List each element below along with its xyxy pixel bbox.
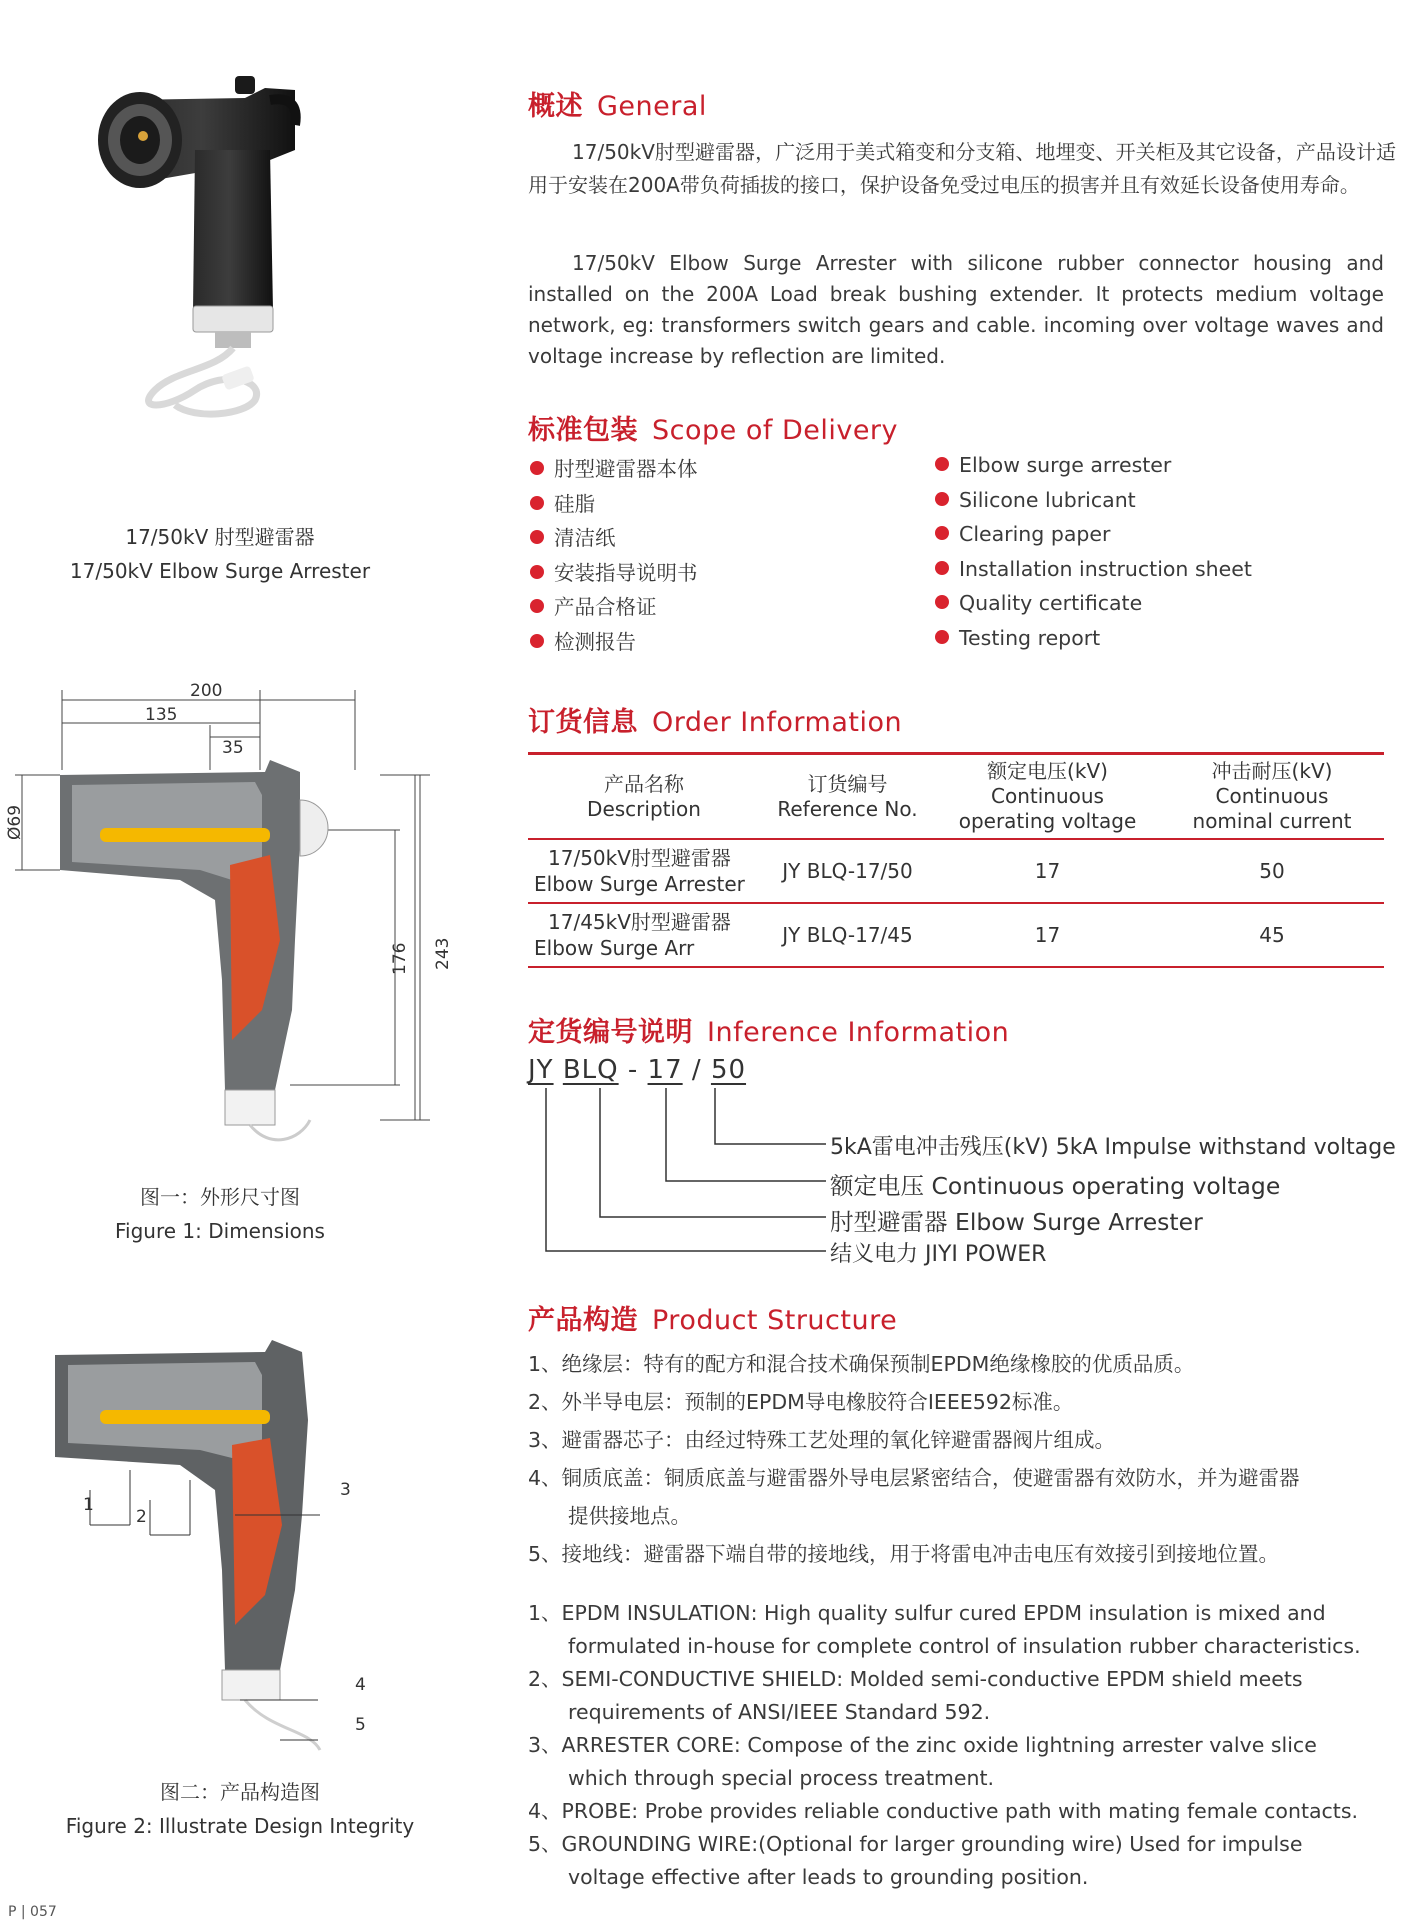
table-row	[528, 903, 1384, 967]
inference-title	[528, 1010, 1009, 1049]
code-sep-slash: /	[691, 1055, 702, 1085]
list-item: 3、ARRESTER CORE: Compose of the zinc oxide lightning arrester valve slice which through special process treatment.	[528, 1733, 1317, 1790]
code-part-blq: BLQ	[562, 1055, 619, 1085]
callout-2: 2	[136, 1507, 147, 1527]
product-photo-caption-en: 17/50kV Elbow Surge Arrester	[69, 559, 371, 583]
list-item: 4、PROBE: Probe provides reliable conductive path with mating female contacts.	[528, 1799, 1359, 1823]
table-header-row	[528, 754, 1384, 840]
list-item: 4、铜质底盖：铜质底盖与避雷器外导电层紧密结合，使避雷器有效防水，并为避雷器 提供接地点。	[528, 1466, 1300, 1528]
dim-135: 135	[145, 705, 178, 725]
list-item: 安装指导说明书	[530, 556, 698, 591]
general-title-zh: 概述	[528, 91, 583, 122]
list-item: Elbow surge arrester	[935, 448, 1252, 483]
structure-title-en: Product Structure	[652, 1305, 898, 1336]
figure2-caption-zh: 图二：产品构造图	[160, 1780, 320, 1804]
list-item: 5、接地线：避雷器下端自带的接地线，用于将雷电冲击电压有效接引到接地位置。	[528, 1542, 1280, 1566]
dim-176: 176	[390, 942, 410, 975]
figure1-dimensions	[0, 680, 453, 1160]
list-item: Installation instruction sheet	[935, 552, 1252, 587]
list-item: 产品合格证	[530, 590, 698, 625]
inference-title-en: Inference Information	[707, 1017, 1010, 1048]
list-item: 肘型避雷器本体	[530, 452, 698, 487]
list-item: 硅脂	[530, 487, 698, 522]
figure2-caption-en: Figure 2: Illustrate Design Integrity	[65, 1814, 415, 1838]
cell-voltage: 17	[935, 839, 1160, 903]
col-voltage: 额定电压(kV) Continuous operating voltage	[935, 754, 1160, 840]
list-item: Silicone lubricant	[935, 483, 1252, 518]
order-title-en: Order Information	[652, 707, 903, 738]
order-table	[528, 752, 1384, 968]
general-para-en: 17/50kV Elbow Surge Arrester with silicone rubber connector housing and installed on the 200A Load break bushing extender. It protects medium voltage network, eg: transformers switch gears and cable. incoming over voltage waves and voltage increase by reflection are limited.	[528, 251, 1384, 368]
elbow-arrester-photo	[95, 70, 385, 510]
bullet-icon	[530, 461, 544, 475]
bullet-icon	[935, 457, 949, 471]
bullet-icon	[530, 530, 544, 544]
page-number: P | 057	[8, 1904, 57, 1920]
bullet-icon	[530, 599, 544, 613]
code-sep-dash: -	[627, 1055, 639, 1085]
dim-200: 200	[190, 681, 223, 701]
structure-title	[528, 1298, 897, 1337]
bullet-icon	[530, 496, 544, 510]
inference-line-1: 5kA雷电冲击残压(kV) 5kA Impulse withstand voltage	[830, 1135, 1396, 1160]
dim-243: 243	[433, 937, 453, 970]
list-item: 清洁纸	[530, 521, 698, 556]
list-item: Testing report	[935, 621, 1252, 656]
structure-list-en	[528, 1597, 1398, 1894]
order-title	[528, 700, 902, 739]
list-item: 3、避雷器芯子：由经过特殊工艺处理的氧化锌避雷器阀片组成。	[528, 1428, 1116, 1452]
list-item: 1、绝缘层：特有的配方和混合技术确保预制EPDM绝缘橡胶的优质品质。	[528, 1352, 1195, 1376]
figure1-caption-zh: 图一：外形尺寸图	[140, 1185, 300, 1209]
dim-69: Ø69	[5, 804, 25, 840]
bullet-icon	[530, 565, 544, 579]
cell-voltage: 17	[935, 903, 1160, 967]
delivery-title-en: Scope of Delivery	[652, 415, 899, 446]
delivery-title-zh: 标准包装	[528, 415, 638, 446]
inference-line-3: 肘型避雷器 Elbow Surge Arrester	[830, 1208, 1203, 1236]
delivery-title	[528, 408, 898, 447]
figure2-structure	[50, 1340, 450, 1760]
cell-current: 45	[1160, 903, 1384, 967]
inference-connector-lines	[528, 1088, 828, 1258]
dim-35: 35	[222, 738, 244, 758]
order-title-zh: 订货信息	[528, 707, 638, 738]
list-item: 5、GROUNDING WIRE:(Optional for larger grounding wire) Used for impulse voltage effective after leads to grounding position.	[528, 1832, 1303, 1889]
cell-description: 17/45kV肘型避雷器 Elbow Surge Arr	[528, 903, 760, 967]
order-code	[528, 1055, 746, 1085]
code-part-jy: JY	[528, 1055, 554, 1085]
delivery-list-en	[935, 448, 1252, 655]
bullet-icon	[935, 630, 949, 644]
bullet-icon	[530, 634, 544, 648]
cell-reference: JY BLQ-17/45	[760, 903, 935, 967]
product-photo-caption-zh: 17/50kV 肘型避雷器	[125, 525, 315, 549]
general-title-en: General	[597, 91, 707, 122]
cell-description: 17/50kV肘型避雷器 Elbow Surge Arrester	[528, 839, 760, 903]
code-part-50: 50	[710, 1055, 747, 1085]
bullet-icon	[935, 561, 949, 575]
bullet-icon	[935, 492, 949, 506]
callout-3: 3	[340, 1480, 351, 1500]
list-item: Clearing paper	[935, 517, 1252, 552]
list-item: 检测报告	[530, 625, 698, 660]
bullet-icon	[935, 526, 949, 540]
col-reference: 订货编号 Reference No.	[760, 754, 935, 840]
code-part-17: 17	[647, 1055, 683, 1085]
list-item: 2、外半导电层：预制的EPDM导电橡胶符合IEEE592标准。	[528, 1390, 1074, 1414]
general-title	[528, 84, 707, 123]
bullet-icon	[935, 595, 949, 609]
delivery-list-zh	[530, 452, 698, 659]
figure1-caption-en: Figure 1: Dimensions	[115, 1219, 325, 1243]
list-item: 1、EPDM INSULATION: High quality sulfur cured EPDM insulation is mixed and formulated in-house for complete control of insulation rubber characteristics.	[528, 1601, 1361, 1658]
list-item: 2、SEMI-CONDUCTIVE SHIELD: Molded semi-conductive EPDM shield meets requirements of ANSI/IEEE Standard 592.	[528, 1667, 1303, 1724]
structure-list-zh	[528, 1345, 1398, 1573]
callout-5: 5	[355, 1715, 366, 1735]
col-description: 产品名称 Description	[528, 754, 760, 840]
callout-4: 4	[355, 1675, 366, 1695]
inference-title-zh: 定货编号说明	[528, 1017, 693, 1048]
product-photo	[95, 70, 385, 510]
table-row	[528, 839, 1384, 903]
list-item: Quality certificate	[935, 586, 1252, 621]
inference-line-4: 结义电力 JIYI POWER	[830, 1242, 1047, 1267]
cell-reference: JY BLQ-17/50	[760, 839, 935, 903]
structure-title-zh: 产品构造	[528, 1305, 638, 1336]
cell-current: 50	[1160, 839, 1384, 903]
inference-line-2: 额定电压 Continuous operating voltage	[830, 1172, 1281, 1200]
callout-1: 1	[83, 1495, 94, 1515]
general-para-zh: 17/50kV肘型避雷器，广泛用于美式箱变和分支箱、地埋变、开关柜及其它设备，产品设计适用于安装在200A带负荷插拔的接口，保护设备免受过电压的损害并且有效延长设备使用寿命。	[528, 140, 1396, 197]
col-current: 冲击耐压(kV) Continuous nominal current	[1160, 754, 1384, 840]
